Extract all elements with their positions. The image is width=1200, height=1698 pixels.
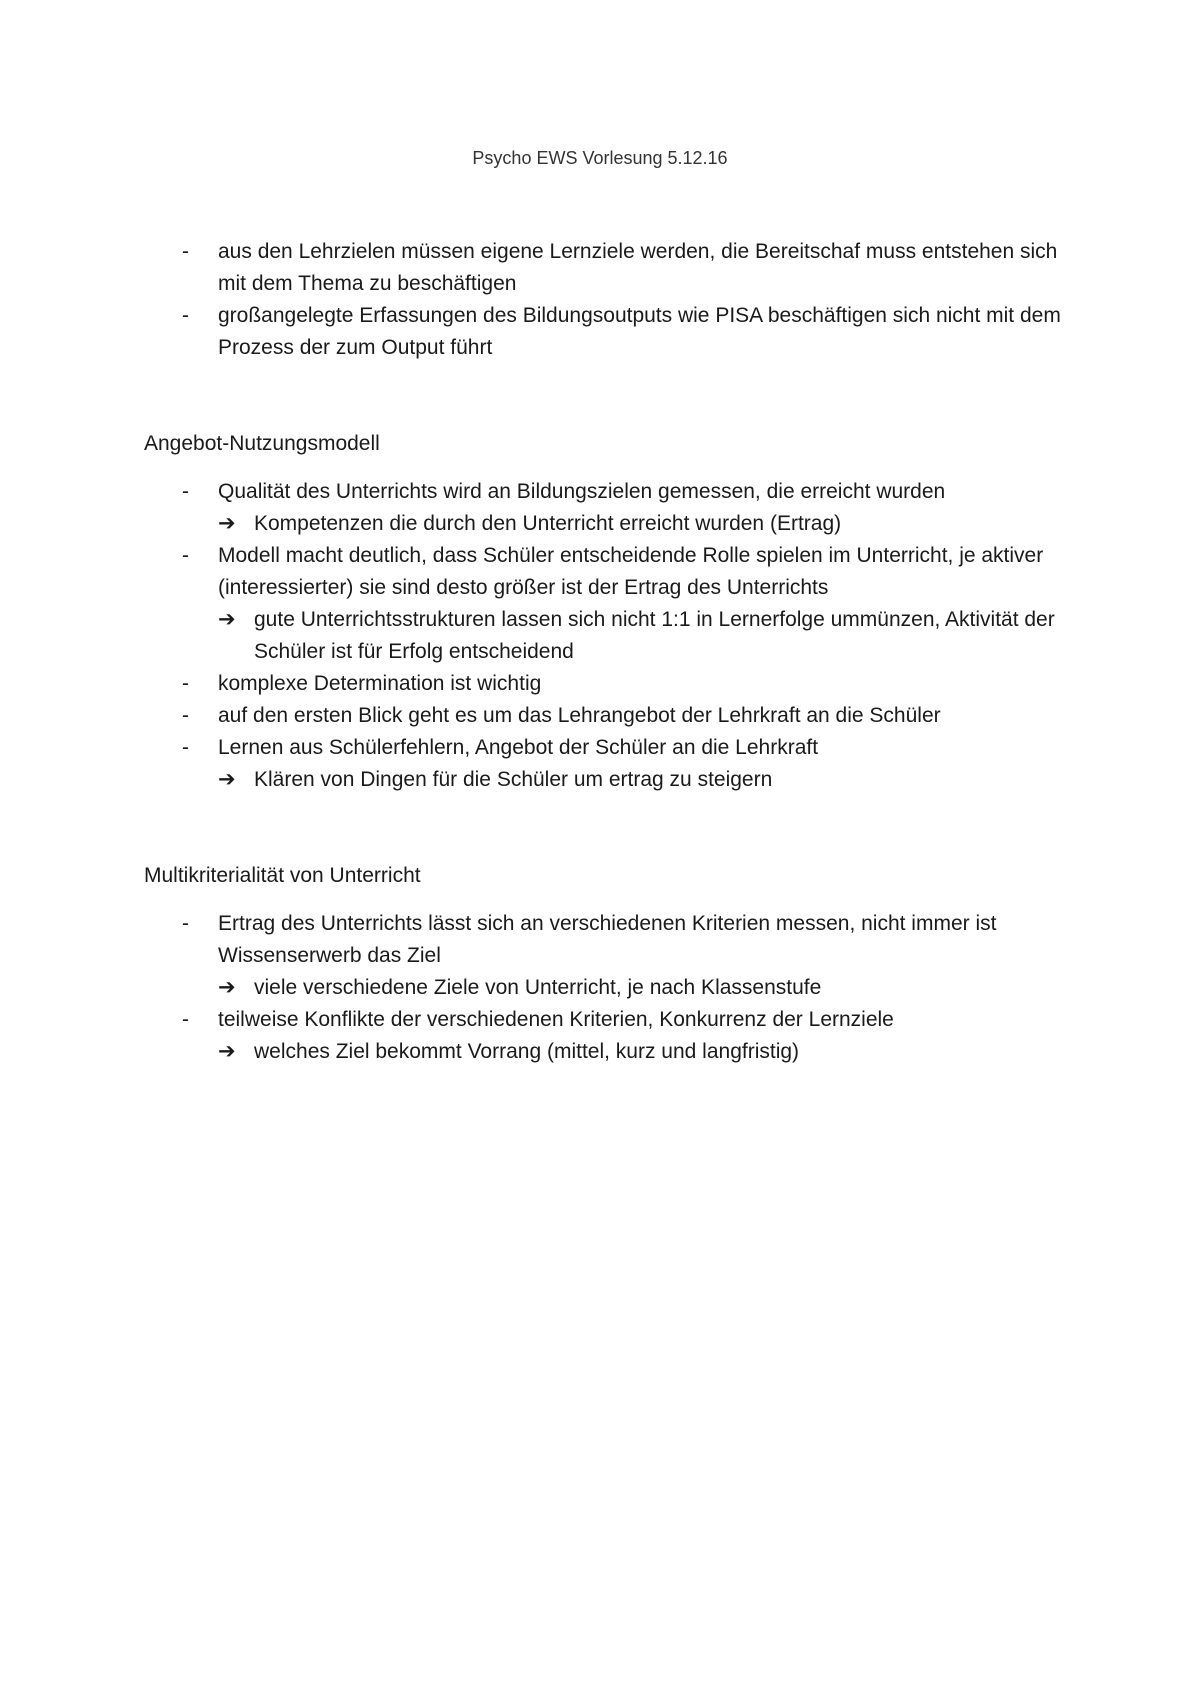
list-item-text: komplexe Determination ist wichtig	[218, 672, 542, 695]
list-item	[144, 908, 1084, 972]
list-item-text: auf den ersten Blick geht es um das Lehrangebot der Lehrkraft an die Schüler	[218, 704, 941, 727]
dash-bullet: -	[182, 240, 189, 263]
page-header	[0, 147, 1200, 169]
angebot-list	[144, 476, 1084, 796]
list-item	[144, 236, 1084, 300]
arrow-icon: ➔	[218, 1040, 236, 1063]
section-heading-multikriterialitaet: Multikriterialität von Unterricht	[144, 864, 421, 887]
arrow-sub-item	[144, 1036, 1084, 1068]
spacer	[144, 364, 1084, 428]
list-item-text: Lernen aus Schülerfehlern, Angebot der Schüler an die Lehrkraft	[218, 736, 819, 759]
spacer	[144, 796, 1084, 860]
sub-item-text: Kompetenzen die durch den Unterricht erreicht wurden (Ertrag)	[254, 512, 842, 535]
list-item	[144, 300, 1084, 364]
document-body	[144, 236, 1084, 1068]
sub-item-text: Klären von Dingen für die Schüler um ertrag zu steigern	[254, 768, 773, 791]
spacer	[144, 460, 1084, 476]
list-item-text: Ertrag des Unterrichts lässt sich an verschiedenen Kriterien messen, nicht immer ist Wissenserwerb das Ziel	[218, 912, 997, 967]
arrow-icon: ➔	[218, 608, 236, 631]
section-heading-angebot: Angebot-Nutzungsmodell	[144, 432, 380, 455]
list-item	[144, 1004, 1084, 1036]
multikriterialitaet-list	[144, 908, 1084, 1068]
dash-bullet: -	[182, 1008, 189, 1031]
list-item	[144, 732, 1084, 764]
arrow-icon: ➔	[218, 768, 236, 791]
arrow-icon: ➔	[218, 512, 236, 535]
dash-bullet: -	[182, 480, 189, 503]
intro-list	[144, 236, 1084, 364]
sub-item-text: viele verschiedene Ziele von Unterricht, je nach Klassenstufe	[254, 976, 822, 999]
list-item-text: großangelegte Erfassungen des Bildungsoutputs wie PISA beschäftigen sich nicht mit dem Prozess der zum Output führt	[218, 304, 1061, 359]
sub-item-text: welches Ziel bekommt Vorrang (mittel, kurz und langfristig)	[254, 1040, 800, 1063]
header-title: Psycho EWS Vorlesung 5.12.16	[472, 148, 728, 168]
list-item	[144, 476, 1084, 508]
list-item-text: aus den Lehrzielen müssen eigene Lernziele werden, die Bereitschaf muss entstehen sich mit dem Thema zu beschäftigen	[218, 240, 1058, 295]
arrow-sub-item	[144, 972, 1084, 1004]
dash-bullet: -	[182, 704, 189, 727]
dash-bullet: -	[182, 736, 189, 759]
arrow-sub-item	[144, 508, 1084, 540]
dash-bullet: -	[182, 672, 189, 695]
arrow-sub-item	[144, 764, 1084, 796]
arrow-icon: ➔	[218, 976, 236, 999]
list-item	[144, 668, 1084, 700]
list-item-text: Qualität des Unterrichts wird an Bildungszielen gemessen, die erreicht wurden	[218, 480, 946, 503]
dash-bullet: -	[182, 912, 189, 935]
sub-item-text: gute Unterrichtsstrukturen lassen sich nicht 1:1 in Lernerfolge ummünzen, Aktivität der Schüler ist für Erfolg entscheidend	[254, 608, 1055, 663]
list-item-text: teilweise Konflikte der verschiedenen Kriterien, Konkurrenz der Lernziele	[218, 1008, 894, 1031]
spacer	[144, 892, 1084, 908]
list-item	[144, 700, 1084, 732]
dash-bullet: -	[182, 304, 189, 327]
list-item-text: Modell macht deutlich, dass Schüler entscheidende Rolle spielen im Unterricht, je aktiver (interessierter) sie sind desto größer ist der Ertrag des Unterrichts	[218, 544, 1044, 599]
dash-bullet: -	[182, 544, 189, 567]
list-item	[144, 540, 1084, 604]
arrow-sub-item	[144, 604, 1084, 668]
